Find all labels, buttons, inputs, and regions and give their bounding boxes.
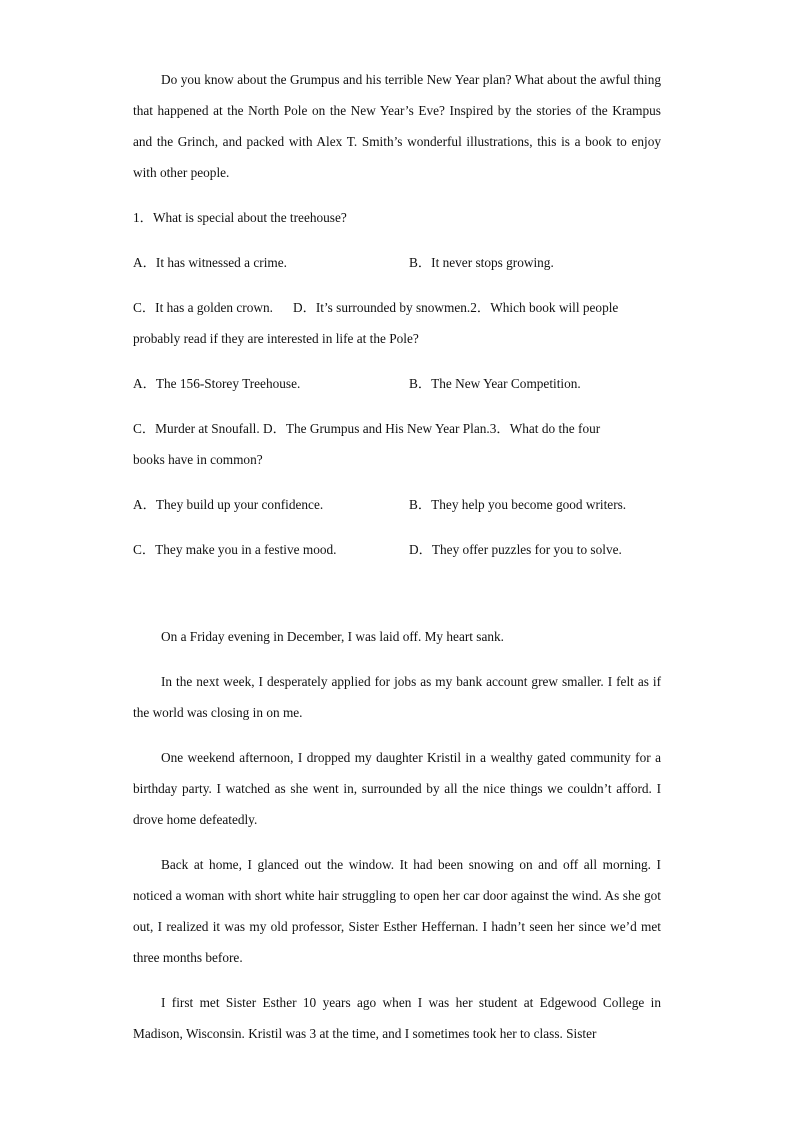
q3-option-b: B．They help you become good writers. <box>409 497 627 512</box>
q3-option-d: D．They offer puzzles for you to solve. <box>409 542 622 557</box>
story-paragraph-5: I first met Sister Esther 10 years ago when I was her student at Edgewood College in Madison, Wisconsin. Kristil was 3 at the time, and I sometimes took her to class. Sister <box>133 995 661 1041</box>
question-3-options-cd <box>133 534 661 565</box>
question-1-stem: 1．What is special about the treehouse? <box>133 210 347 225</box>
q3-option-a: A．They build up your confidence. <box>133 497 324 512</box>
story-paragraph-3: One weekend afternoon, I dropped my daughter Kristil in a wealthy gated community for a birthday party. I watched as she went in, surrounded by all the nice things we couldn’t afford. I drove home defeatedly. <box>133 750 661 827</box>
story-paragraph-2: In the next week, I desperately applied for jobs as my bank account grew smaller. I felt as if the world was closing in on me. <box>133 674 661 720</box>
question-2-options-ab <box>133 368 661 399</box>
q1-option-a: A．It has witnessed a crime. <box>133 255 287 270</box>
q1-option-d-and-q2-stem: D．It’s surrounded by snowmen.2．Which book will people <box>292 300 619 315</box>
question-1-options-ab <box>133 247 661 278</box>
document-page <box>133 64 661 1049</box>
question-3-stem-cont: books have in common? <box>133 452 263 467</box>
q2-option-a: A．The 156-Storey Treehouse. <box>133 376 301 391</box>
question-3-options-ab <box>133 489 661 520</box>
q1-option-c: C．It has a golden crown. <box>133 300 273 315</box>
story-paragraph-4: Back at home, I glanced out the window. It had been snowing on and off all morning. I noticed a woman with short white hair struggling to open her car door against the wind. As she got out, I realized it was my old professor, Sister Esther Heffernan. I hadn’t seen her since we’d met three months before. <box>133 857 661 965</box>
question-2-stem-cont: probably read if they are interested in life at the Pole? <box>133 331 419 346</box>
q2-options-cd-and-q3-stem: C．Murder at Snoufall. D．The Grumpus and His New Year Plan.3．What do the four <box>133 421 601 436</box>
q2-option-b: B．The New Year Competition. <box>409 376 581 391</box>
intro-paragraph: Do you know about the Grumpus and his terrible New Year plan? What about the awful thing that happened at the North Pole on the New Year’s Eve? Inspired by the stories of the Krampus and the Grinch, and packed with Alex T. Smith’s wonderful illustrations, this is a book to enjoy with other people. <box>133 72 661 180</box>
q1-options-cd-row <box>133 292 661 323</box>
q1-option-b: B．It never stops growing. <box>409 255 554 270</box>
story-paragraph-1: On a Friday evening in December, I was laid off. My heart sank. <box>161 629 504 644</box>
q3-option-c: C．They make you in a festive mood. <box>133 542 337 557</box>
